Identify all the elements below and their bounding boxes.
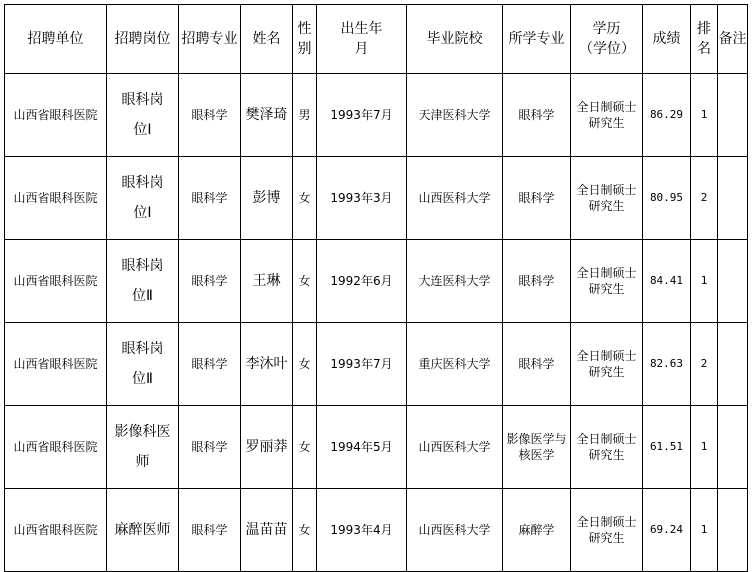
cell-rank: 1 (691, 240, 718, 323)
cell-score: 80.95 (643, 157, 691, 240)
cell-unit: 山西省眼科医院 (5, 489, 107, 572)
cell-name: 李沐叶 (241, 323, 293, 406)
cell-rank: 2 (691, 157, 718, 240)
header-post: 招聘岗位 (107, 5, 179, 74)
table-row (5, 240, 748, 323)
header-studied: 所学专业 (503, 5, 571, 74)
cell-degree: 全日制硕士研究生 (571, 406, 643, 489)
cell-school: 山西医科大学 (407, 406, 503, 489)
cell-major: 眼科学 (179, 489, 241, 572)
cell-score: 61.51 (643, 406, 691, 489)
header-school: 毕业院校 (407, 5, 503, 74)
cell-studied: 影像医学与核医学 (503, 406, 571, 489)
cell-name: 彭博 (241, 157, 293, 240)
cell-major: 眼科学 (179, 74, 241, 157)
header-birth: 出生年月 (317, 5, 407, 74)
cell-major: 眼科学 (179, 240, 241, 323)
cell-major: 眼科学 (179, 157, 241, 240)
table-row (5, 406, 748, 489)
cell-birth: 1993年7月 (317, 74, 407, 157)
cell-major: 眼科学 (179, 406, 241, 489)
cell-degree: 全日制硕士研究生 (571, 74, 643, 157)
cell-post: 眼科岗位Ⅱ (107, 323, 179, 406)
cell-gender: 女 (293, 323, 317, 406)
cell-unit: 山西省眼科医院 (5, 323, 107, 406)
cell-unit: 山西省眼科医院 (5, 157, 107, 240)
cell-post: 麻醉医师 (107, 489, 179, 572)
cell-major: 眼科学 (179, 323, 241, 406)
cell-gender: 女 (293, 157, 317, 240)
table-row (5, 74, 748, 157)
cell-school: 山西医科大学 (407, 157, 503, 240)
cell-unit: 山西省眼科医院 (5, 74, 107, 157)
cell-degree: 全日制硕士研究生 (571, 323, 643, 406)
table-row (5, 157, 748, 240)
cell-note (718, 323, 748, 406)
cell-degree: 全日制硕士研究生 (571, 240, 643, 323)
cell-note (718, 157, 748, 240)
cell-studied: 眼科学 (503, 240, 571, 323)
cell-score: 82.63 (643, 323, 691, 406)
header-unit: 招聘单位 (5, 5, 107, 74)
cell-post: 眼科岗位Ⅰ (107, 74, 179, 157)
cell-note (718, 406, 748, 489)
cell-birth: 1993年7月 (317, 323, 407, 406)
cell-post: 眼科岗位Ⅱ (107, 240, 179, 323)
cell-post: 影像科医师 (107, 406, 179, 489)
header-note: 备注 (718, 5, 748, 74)
table-header-row (5, 5, 748, 74)
cell-gender: 女 (293, 406, 317, 489)
cell-score: 86.29 (643, 74, 691, 157)
header-gender: 性别 (293, 5, 317, 74)
cell-unit: 山西省眼科医院 (5, 406, 107, 489)
cell-birth: 1992年6月 (317, 240, 407, 323)
cell-birth: 1993年3月 (317, 157, 407, 240)
cell-school: 重庆医科大学 (407, 323, 503, 406)
cell-note (718, 489, 748, 572)
cell-gender: 女 (293, 489, 317, 572)
cell-rank: 1 (691, 406, 718, 489)
cell-degree: 全日制硕士研究生 (571, 489, 643, 572)
cell-school: 天津医科大学 (407, 74, 503, 157)
header-major: 招聘专业 (179, 5, 241, 74)
cell-name: 罗丽莽 (241, 406, 293, 489)
cell-name: 樊泽琦 (241, 74, 293, 157)
cell-studied: 眼科学 (503, 323, 571, 406)
cell-post: 眼科岗位Ⅰ (107, 157, 179, 240)
cell-unit: 山西省眼科医院 (5, 240, 107, 323)
cell-score: 69.24 (643, 489, 691, 572)
header-name: 姓名 (241, 5, 293, 74)
table-row (5, 323, 748, 406)
cell-gender: 男 (293, 74, 317, 157)
cell-name: 王琳 (241, 240, 293, 323)
cell-studied: 麻醉学 (503, 489, 571, 572)
cell-rank: 2 (691, 323, 718, 406)
cell-note (718, 240, 748, 323)
cell-score: 84.41 (643, 240, 691, 323)
header-degree: 学历（学位） (571, 5, 643, 74)
cell-rank: 1 (691, 489, 718, 572)
header-rank: 排名 (691, 5, 718, 74)
cell-birth: 1993年4月 (317, 489, 407, 572)
table-row (5, 489, 748, 572)
cell-rank: 1 (691, 74, 718, 157)
cell-name: 温苗苗 (241, 489, 293, 572)
cell-studied: 眼科学 (503, 74, 571, 157)
cell-note (718, 74, 748, 157)
header-score: 成绩 (643, 5, 691, 74)
cell-gender: 女 (293, 240, 317, 323)
cell-school: 大连医科大学 (407, 240, 503, 323)
cell-degree: 全日制硕士研究生 (571, 157, 643, 240)
cell-school: 山西医科大学 (407, 489, 503, 572)
cell-studied: 眼科学 (503, 157, 571, 240)
recruitment-results-table (4, 4, 748, 572)
cell-birth: 1994年5月 (317, 406, 407, 489)
